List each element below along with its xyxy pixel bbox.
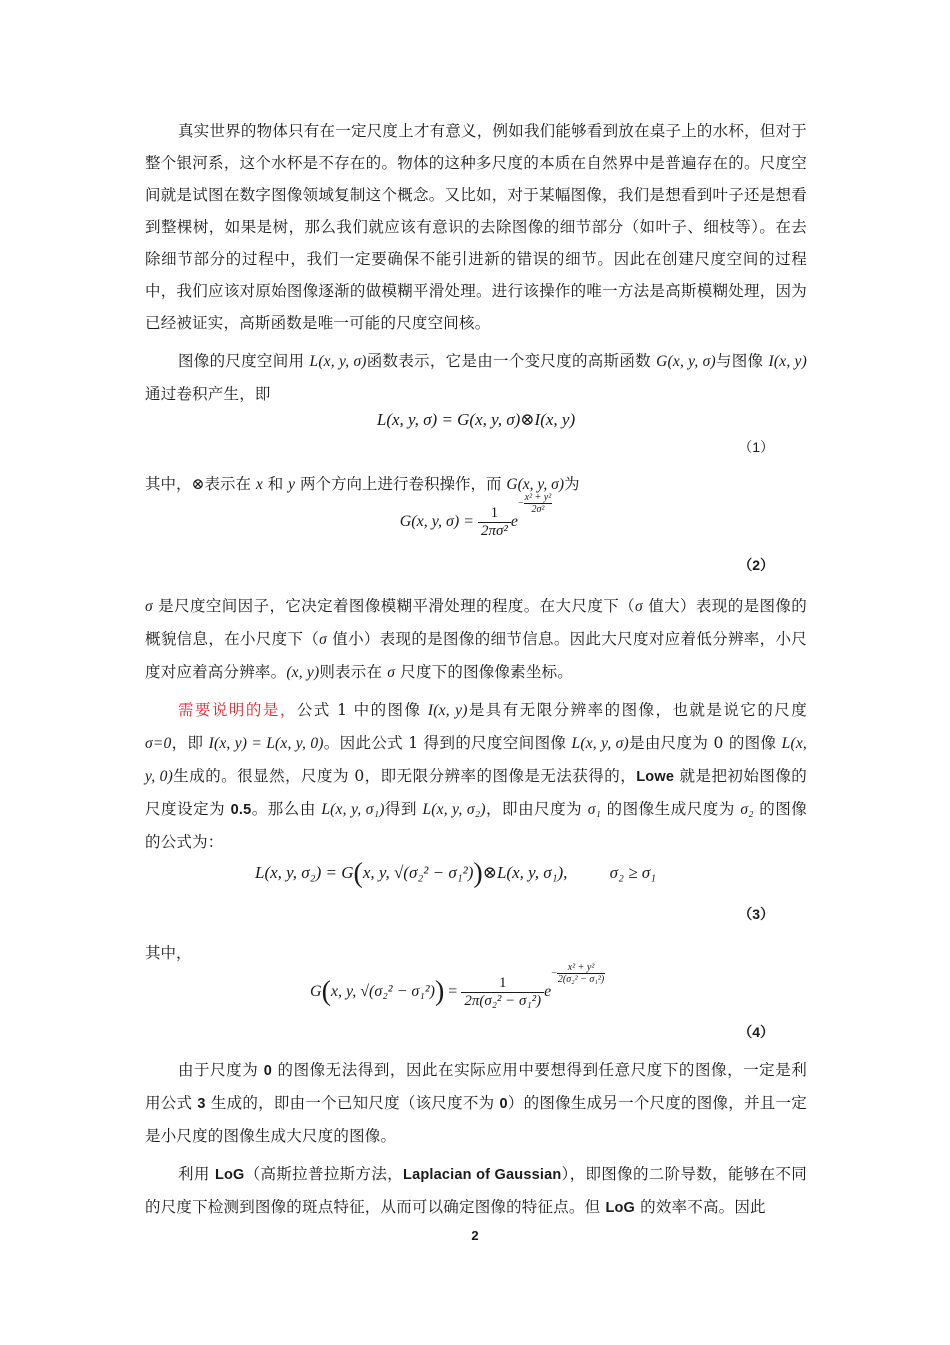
paragraph-scale-generation: 由于尺度为 0 的图像无法得到，因此在实际应用中要想得到任意尺度下的图像，一定是利用公式 3 生成的，即由一个已知尺度（该尺度不为 0）的图像生成另一个尺度的图像，并且一定是小尺度的图像生成大尺度的图像。	[145, 1061, 807, 1145]
paragraph-scale-space-definition: 图像的尺度空间用 L(x, y, σ)函数表示，它是由一个变尺度的高斯函数 G(x, y, σ)与图像 I(x, y)通过卷积产生，即	[145, 352, 807, 403]
eq2-fraction: $\frac{1}{\text{2πσ²}}$	[478, 505, 511, 540]
paragraph-note: 需要说明的是，公式 1 中的图像 I(x, y)是具有无限分辨率的图像，也就是说它的尺度 σ=0，即 I(x, y) = L(x, y, 0)。因此公式 1 得到的尺度空间图像 L(x, y, σ)是由尺度为 0 的图像 L(x, y, 0)生成的。很显然，尺度为 0，即无限分辨率的图像是无法获得的，Lowe 就是把初始图像的尺度设定为 0.5。那么由 L(x, y, σ₁)得到 L(x, y, σ₂)，即由尺度为 σ₁ 的图像生成尺度为 σ₂ 的图像的公式为：	[145, 701, 808, 851]
equation-1: L(x, y, σ) = G(x, y, σ)⊗I(x, y)	[376, 410, 576, 429]
paragraph-intro: 真实世界的物体只有在一定尺度上才有意义，例如我们能够看到放在桌子上的水杯，但对于整个银河系，这个水杯是不存在的。物体的这种多尺度的本质在自然界中是普遍存在的。尺度空间就是试图在数字图像领域复制这个概念。又比如，对于某幅图像，我们是想看到叶子还是想看到整棵树，如果是树，那么我们就应该有意识的去除图像的细节部分（如叶子、细枝等）。在去除细节部分的过程中，我们一定要确保不能引进新的错误的细节。因此在创建尺度空间的过程中，我们应该对原始图像逐渐的做模糊平滑处理。进行该操作的唯一方法是高斯模糊处理，因为已经被证实，高斯函数是唯一可能的尺度空间核。	[145, 122, 807, 332]
page-number: 2	[471, 1228, 479, 1243]
paragraph-where: 其中，	[145, 944, 192, 962]
eq4-exponent: $\frac{\text{x² + y²}}{\text{2(σ₂² − σ₁²)}}$	[557, 962, 605, 986]
eq2-exponent: $\frac{\text{x² + y²}}{\text{2σ²}}$	[524, 492, 552, 516]
equation-4: G(x, y, √(σ₂² − σ₁²)) = $\frac{1}{\text{2π(σ₂² − σ₁²)}}$ $e^{- \frac{\text{x² + y²}}{\text{2(σ₂² − σ₁²)}}}$	[310, 962, 605, 1009]
equation-2-number: （2）	[738, 557, 774, 573]
equation-2: G(x, y, σ) = $\frac{1}{\text{2πσ²}}$ $e^{- \frac{\text{x² + y²}}{\text{2σ²}}}$	[399, 492, 552, 539]
highlight-note: 需要说明的是，	[178, 701, 297, 719]
eq4-fraction: $\frac{1}{\text{2π(σ₂² − σ₁²)}}$	[461, 975, 544, 1010]
paragraph-log: 利用 LoG（高斯拉普拉斯方法，Laplacian of Gaussian），即图像的二阶导数，能够在不同的尺度下检测到图像的斑点特征，从而可以确定图像的特征点。但 LoG 的效率不高。因此	[145, 1165, 808, 1216]
equation-4-number: （4）	[738, 1024, 774, 1040]
equation-3: L(x, y, σ₂) = G(x, y, √(σ₂² − σ₁²))⊗L(x, y, σ₁), σ₂ ≥ σ₁	[255, 858, 657, 889]
equation-1-number: （1）	[738, 439, 774, 455]
paragraph-sigma-explanation: σ 是尺度空间因子，它决定着图像模糊平滑处理的程度。在大尺度下（σ 值大）表现的是图像的概貌信息，在小尺度下（σ 值小）表现的是图像的细节信息。因此大尺度对应着低分辨率，小尺度对应着高分辨率。(x, y)则表示在 σ 尺度下的图像像素坐标。	[145, 597, 807, 681]
equation-3-number: （3）	[738, 906, 774, 922]
paragraph-convolution-note: 其中，⊗表示在 x 和 y 两个方向上进行卷积操作，而 G(x, y, σ)为	[145, 475, 580, 493]
